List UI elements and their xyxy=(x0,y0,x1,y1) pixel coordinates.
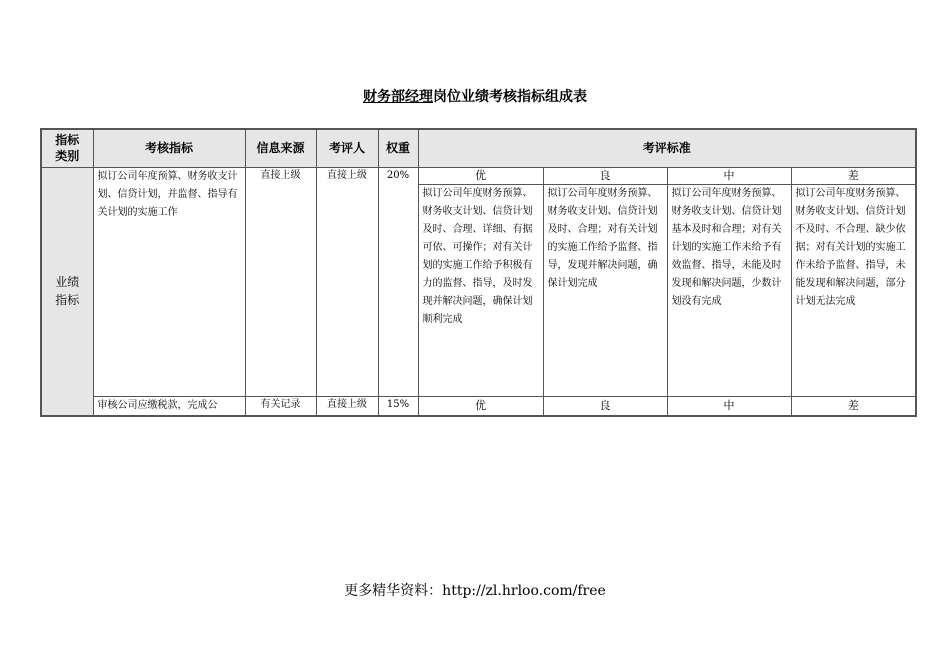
grade-average: 中 xyxy=(667,167,791,184)
source-cell: 直接上级 xyxy=(245,167,316,396)
weight-cell: 20% xyxy=(378,167,418,396)
indicator-cell: 拟订公司年度预算、财务收支计划、信贷计划，并监督、指导有关计划的实施工作 xyxy=(93,167,245,396)
grade-average: 中 xyxy=(667,396,791,416)
criteria-good: 拟订公司年度财务预算、财务收支计划、信贷计划及时、合理；对有关计划的实施工作给予监督、指导，发现并解决问题，确保计划完成 xyxy=(543,184,667,396)
assessment-table xyxy=(40,128,917,417)
header-indicator: 考核指标 xyxy=(93,129,245,167)
footer-link-text: 更多精华资料：http://zl.hrloo.com/free xyxy=(344,583,606,599)
criteria-excellent: 拟订公司年度财务预算、财务收支计划、信贷计划及时、合理、详细、有据可依、可操作；对有关计划的实施工作给予积极有力的监督、指导，及时发现并解决问题，确保计划顺利完成 xyxy=(418,184,543,396)
header-standard: 考评标准 xyxy=(418,129,916,167)
grade-good: 良 xyxy=(543,167,667,184)
grade-good: 良 xyxy=(543,396,667,416)
source-cell: 有关记录 xyxy=(245,396,316,416)
assessor-cell: 直接上级 xyxy=(316,167,378,396)
grade-excellent: 优 xyxy=(418,167,543,184)
assessor-cell: 直接上级 xyxy=(316,396,378,416)
header-category-text: 指标 类别 xyxy=(55,133,80,164)
header-category xyxy=(41,129,93,167)
title-underlined: 财务部经理 xyxy=(363,89,433,105)
header-assessor: 考评人 xyxy=(316,129,378,167)
category-cell xyxy=(41,167,93,416)
criteria-average: 拟订公司年度财务预算、财务收支计划、信贷计划基本及时和合理；对有关计划的实施工作未给予有效监督、指导，未能及时发现和解决问题，少数计划没有完成 xyxy=(667,184,791,396)
header-source: 信息来源 xyxy=(245,129,316,167)
grade-excellent: 优 xyxy=(418,396,543,416)
grade-poor: 差 xyxy=(791,167,916,184)
page-title xyxy=(0,86,950,106)
table-row xyxy=(41,167,916,184)
table-row xyxy=(41,396,916,416)
header-row xyxy=(41,129,916,167)
category-text: 业绩 指标 xyxy=(55,275,80,307)
weight-cell: 15% xyxy=(378,396,418,416)
criteria-poor: 拟订公司年度财务预算、财务收支计划、信贷计划不及时、不合理、缺少依据；对有关计划的实施工作未给予监督、指导，未能发现和解决问题，部分计划无法完成 xyxy=(791,184,916,396)
title-rest: 岗位业绩考核指标组成表 xyxy=(433,89,587,105)
grade-poor: 差 xyxy=(791,396,916,416)
indicator-cell: 审核公司应缴税款，完成公 xyxy=(93,396,245,416)
header-weight: 权重 xyxy=(378,129,418,167)
